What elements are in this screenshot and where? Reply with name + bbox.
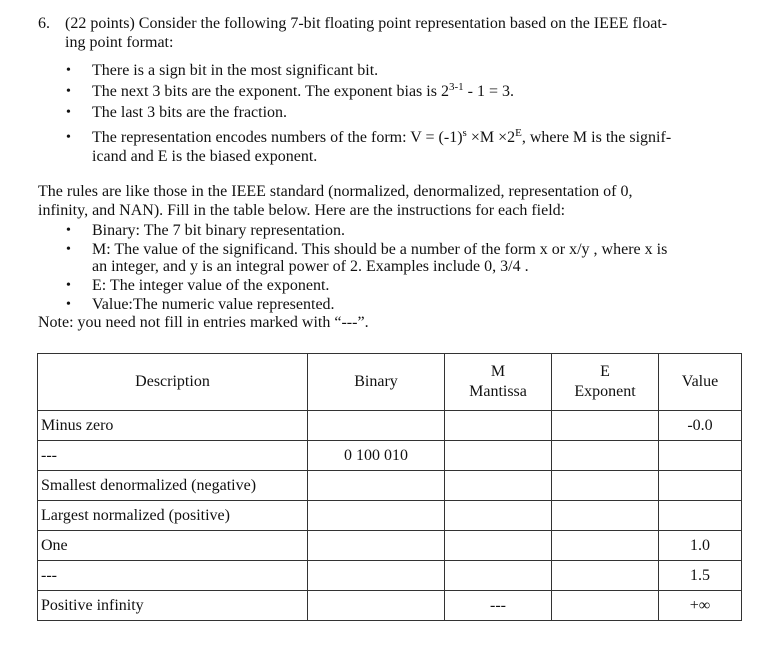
bullet-glyph: • [66,242,71,257]
header-binary: Binary [308,354,445,411]
bullet-glyph: • [66,63,71,78]
mantissa-cell[interactable] [445,471,552,501]
instruction-value: • Value:The numeric value represented. [66,296,335,313]
table-row [38,591,742,621]
mantissa-cell[interactable]: --- [445,591,552,621]
bullet-glyph: • [66,84,71,99]
value-cell[interactable]: -0.0 [659,411,742,441]
description-cell: Largest normalized (positive) [38,501,308,531]
description-cell: Minus zero [38,411,308,441]
intro-line-1: (22 points) Consider the following 7-bit floating point representation based on the IEEE float- [65,15,668,32]
mantissa-cell[interactable] [445,531,552,561]
note: Note: you need not fill in entries marked with “---”. [38,314,369,331]
description-cell: One [38,531,308,561]
bullet-glyph: • [66,297,71,312]
value-cell[interactable] [659,501,742,531]
bullet-encoding: • The representation encodes numbers of the form: $V = (-1)^s \times M \times 2^E$, where M is the signif- icand and E is the biased exponent. [66,127,672,165]
binary-cell[interactable] [308,471,445,501]
mantissa-cell[interactable] [445,501,552,531]
binary-cell[interactable] [308,531,445,561]
header-exponent: E Exponent [552,354,659,411]
exponent-cell[interactable] [552,501,659,531]
table-row [38,441,742,471]
binary-cell[interactable]: 0 100 010 [308,441,445,471]
instruction-m: • M: The value of the significand. This should be a number of the form x or x/y , where x is an integer, and y is an integral power of 2. Examples include 0, 3/4 . [66,241,668,275]
bullet-glyph: • [66,105,71,120]
exponent-cell[interactable] [552,531,659,561]
binary-cell[interactable] [308,501,445,531]
exponent-cell[interactable] [552,471,659,501]
bullet-exponent: • The next 3 bits are the exponent. The exponent bias is 2$^{3-1}$ - 1 = 3. [66,81,514,100]
exponent-cell[interactable] [552,561,659,591]
bullet-glyph: • [66,278,71,293]
value-cell[interactable]: +∞ [659,591,742,621]
table-row [38,531,742,561]
table-header-row [38,354,742,411]
instruction-e: • E: The integer value of the exponent. [66,277,330,294]
question-header [38,14,748,52]
intro-line-2: ing point format: [65,34,174,51]
header-mantissa: M Mantissa [445,354,552,411]
answer-table [37,353,742,621]
question-number: 6. [38,15,50,32]
binary-cell[interactable] [308,591,445,621]
table-row [38,501,742,531]
question-intro [65,14,748,52]
exponent-cell[interactable] [552,591,659,621]
instruction-binary: • Binary: The 7 bit binary representation. [66,222,345,239]
description-cell: --- [38,441,308,471]
description-cell: Positive infinity [38,591,308,621]
instruction-list [66,222,742,315]
value-cell[interactable] [659,441,742,471]
mantissa-cell[interactable] [445,441,552,471]
bullet-glyph: • [66,130,71,145]
exponent-cell[interactable] [552,441,659,471]
header-description: Description [38,354,308,411]
binary-cell[interactable] [308,411,445,441]
rules-paragraph: The rules are like those in the IEEE standard (normalized, denormalized, representation of 0, infinity, and NAN). Fill in the table below. Here are the instructions for each field: [38,183,633,219]
exponent-cell[interactable] [552,411,659,441]
mantissa-cell[interactable] [445,411,552,441]
value-cell[interactable]: 1.0 [659,531,742,561]
value-cell[interactable] [659,471,742,501]
table-row [38,411,742,441]
table-row [38,471,742,501]
bullet-glyph: • [66,223,71,238]
description-cell: Smallest denormalized (negative) [38,471,308,501]
mantissa-cell[interactable] [445,561,552,591]
table-row [38,561,742,591]
bullet-fraction: • The last 3 bits are the fraction. [66,104,288,121]
format-bullet-list [66,61,742,168]
bullet-sign-bit: • There is a sign bit in the most significant bit. [66,62,379,79]
binary-cell[interactable] [308,561,445,591]
description-cell: --- [38,561,308,591]
header-value: Value [659,354,742,411]
value-cell[interactable]: 1.5 [659,561,742,591]
